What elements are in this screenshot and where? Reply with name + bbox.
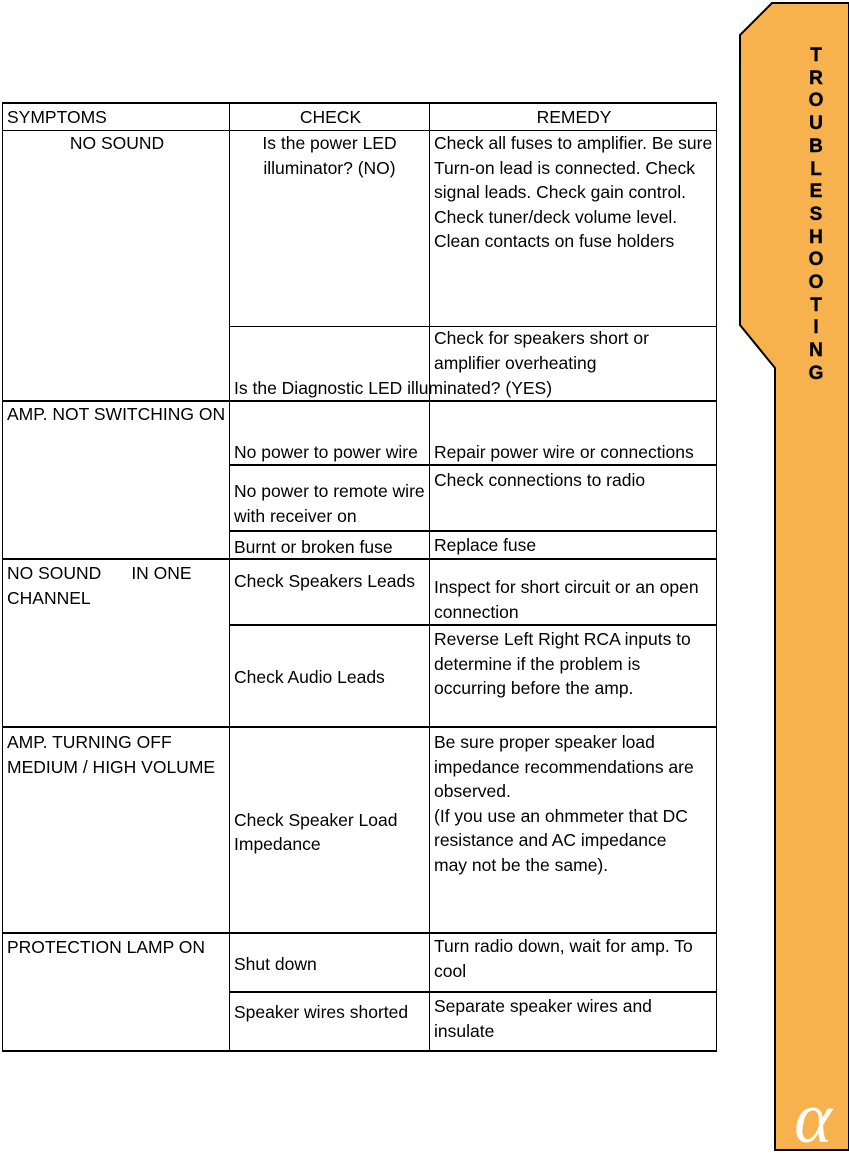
header-check: CHECK — [229, 102, 430, 131]
check-burnt-fuse: Burnt or broken fuse — [229, 530, 430, 560]
symptom-no-sound-one-channel: NO SOUND IN ONE CHANNEL — [2, 558, 230, 728]
remedy-reverse-rca: Reverse Left Right RCA inputs to determine if the problem is occurring before the amp. — [429, 624, 717, 728]
troubleshooting-vertical-label: T R O U B L E S H O O T I N G — [808, 45, 824, 384]
check-speaker-leads: Check Speakers Leads — [229, 558, 430, 626]
check-shut-down: Shut down — [229, 932, 430, 993]
symptom-amp-turning-off: AMP. TURNING OFF MEDIUM / HIGH VOLUME — [2, 726, 230, 934]
remedy-speaker-load: Be sure proper speaker load impedance recommendations are observed. (If you use an ohmmeter that DC resistance and AC impedance may not be the same). — [429, 726, 717, 934]
symptom-no-sound: NO SOUND — [2, 131, 230, 402]
check-speaker-load-impedance: Check Speaker Load Impedance — [229, 726, 430, 934]
remedy-check-fuses: Check all fuses to amplifier. Be sure Turn-on lead is connected. Check signal leads. Check gain control. Check tuner/deck volume level. Clean contacts on fuse holders — [429, 131, 717, 327]
symptom-amp-not-switching: AMP. NOT SWITCHING ON — [2, 400, 230, 560]
symptom-protection-lamp: PROTECTION LAMP ON — [2, 932, 230, 1052]
remedy-inspect-short: Inspect for short circuit or an open connection — [429, 558, 717, 626]
remedy-replace-fuse: Replace fuse — [429, 530, 717, 560]
check-no-power-wire: No power to power wire — [229, 400, 430, 466]
check-no-remote-power: No power to remote wire with receiver on — [229, 464, 430, 532]
header-symptoms: SYMPTOMS — [2, 102, 230, 131]
check-diagnostic-led: Is the Diagnostic LED illuminated? (YES) — [229, 326, 430, 402]
header-remedy: REMEDY — [429, 102, 717, 131]
remedy-speakers-short: Check for speakers short or amplifier overheating — [429, 326, 717, 402]
check-speaker-wires-shorted: Speaker wires shorted — [229, 991, 430, 1052]
check-audio-leads: Check Audio Leads — [229, 624, 430, 728]
remedy-check-radio-connections: Check connections to radio — [429, 464, 717, 532]
remedy-repair-power-wire: Repair power wire or connections — [429, 400, 717, 466]
remedy-turn-radio-down: Turn radio down, wait for amp. To cool — [429, 932, 717, 993]
remedy-separate-wires: Separate speaker wires and insulate — [429, 991, 717, 1052]
check-power-led: Is the power LED illuminator? (NO) — [229, 131, 430, 327]
alpha-logo: α — [794, 1078, 832, 1158]
